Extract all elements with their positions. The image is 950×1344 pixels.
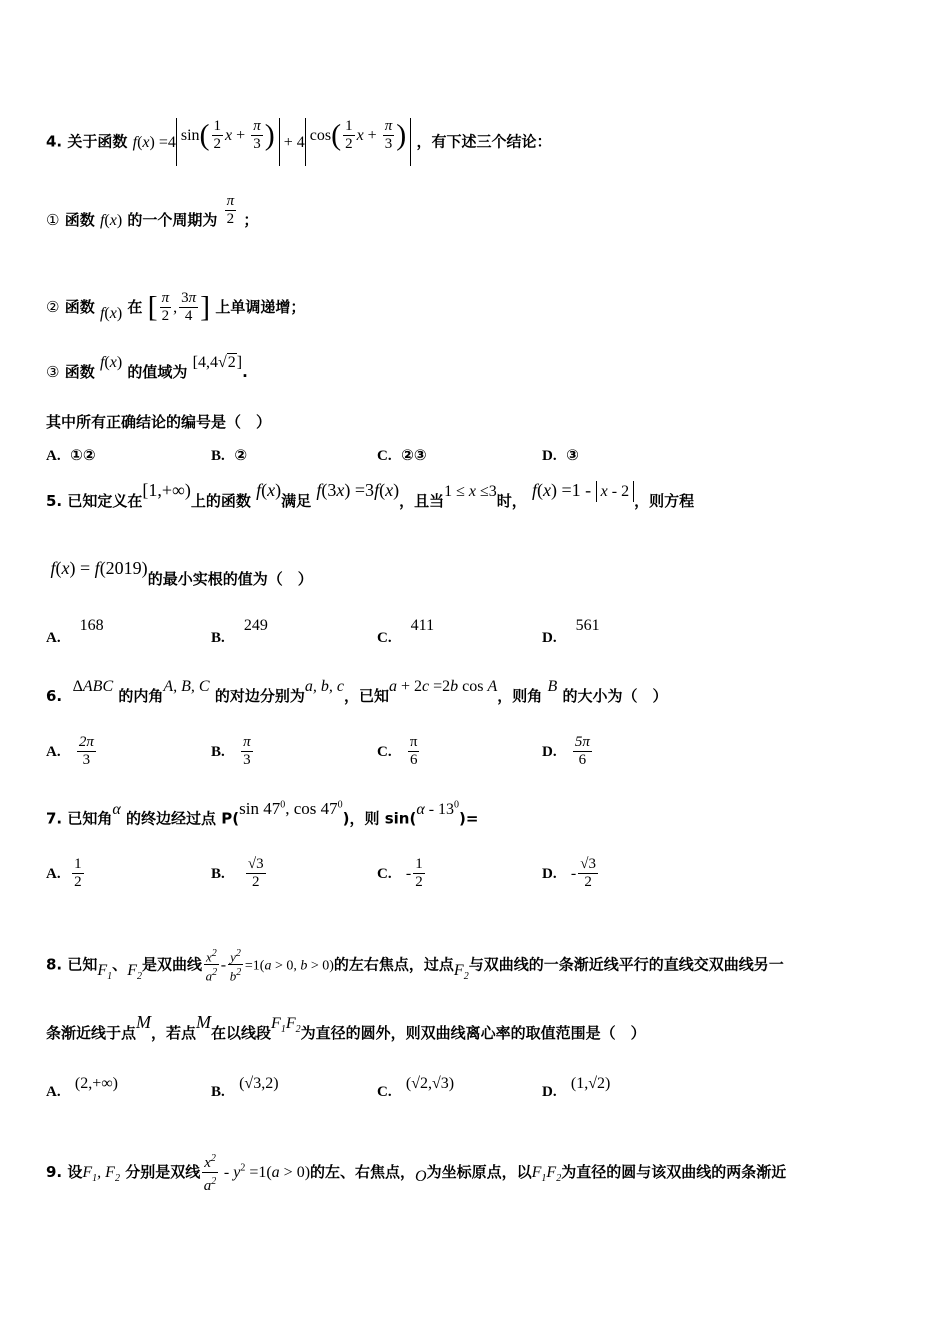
q7-option-a[interactable]: A. $\frac{1}{2}$ [46, 856, 82, 890]
q6-option-b[interactable]: B. $\frac{\pi}{3}$ [211, 734, 251, 768]
question-number: 5. [46, 492, 63, 510]
q4-question: 其中所有正确结论的编号是（ ） [46, 413, 272, 431]
q4-conclusion-1: ① 函数 f(x) 的一个周期为 $\frac{\pi}{2}$ ； [46, 193, 259, 229]
question-number: 6. [46, 687, 63, 705]
q4-conclusion-3: ③ 函数 f(x) 的值域为 [4,4√2]. [46, 354, 248, 381]
q4-option-a[interactable]: A. ①② [46, 446, 96, 464]
question-number: 9. [46, 1163, 63, 1181]
q5-stem-2: f(x) = f(2019)的最小实根的值为（ ） [46, 558, 313, 588]
q8-option-a[interactable]: A. (2,+∞) [46, 1075, 118, 1100]
question-number: 8. [46, 955, 63, 974]
q7-stem: 7. 已知角α 的终边经过点 P(sin $47^0$, $\cos 47^0$)，则 $\sin(\alpha - 13^0)=$ [46, 798, 479, 828]
q4-option-d[interactable]: D. ③ [542, 446, 579, 464]
q6-option-d[interactable]: D. $\frac{5\pi}{6}$ [542, 734, 590, 768]
q6-options [46, 734, 906, 768]
q5-option-d[interactable]: D. 561 [542, 617, 600, 646]
q7-option-d[interactable]: D. - $\frac{√3}{2}$ [542, 856, 596, 890]
question-number: 7. [46, 809, 63, 828]
q5-option-b[interactable]: B. 249 [211, 617, 268, 646]
q4-option-c[interactable]: C. ②③ [377, 446, 427, 464]
q8-option-c[interactable]: C. (√2,√3) [377, 1075, 455, 1100]
q4-conclusion-2: ② 函数 f(x) 在 [ $\frac{\pi}{2}$ , $\frac{3\pi}{4}$ ] 上单调递增； [46, 290, 306, 324]
q9-stem: 9. 设$F_1$, $F_2$ 分别是双线 $\frac{x^2}{a^2}$ - $y^2 =1(a > 0)$的左、右焦点，O为坐标原点，以$F_1F_2$为直径的圆与该双曲线的两条渐近 [46, 1150, 786, 1195]
q8-option-b[interactable]: B. (√3,2) [211, 1075, 279, 1100]
q8-option-d[interactable]: D. (1,√2) [542, 1075, 611, 1100]
q4-options [46, 446, 906, 476]
q7-option-b[interactable]: B. $\frac{√3}{2}$ [211, 856, 264, 890]
q5-stem: 5. 已知定义在[1,+∞)上的函数 f(x)满足 f(3x) =3f(x)，且当1 ≤ x ≤3时， f(x) =1 - x - 2，则方程 [46, 480, 695, 510]
q6-option-a[interactable]: A. $\frac{2\pi}{3}$ [46, 734, 94, 768]
q7-option-c[interactable]: C. - $\frac{1}{2}$ [377, 856, 423, 890]
q8-stem-2: 条渐近线于点M，若点M在以线段$F_1F_2$为直径的圆外，则双曲线离心率的取值范围是（ ） [46, 1012, 646, 1042]
q4-function-formula: f(x) =4 sin( $\frac{1}{2}$ x + $\frac{\pi}{3}$ ) + 4 cos( $\frac{1}{2}$ x + $\frac{\pi}{3}$ ) [133, 133, 417, 151]
q5-option-c[interactable]: C. 411 [377, 617, 435, 646]
q6-option-c[interactable]: C. $\frac{\pi}{6}$ [377, 734, 418, 768]
q5-options [46, 616, 906, 646]
q8-options [46, 1074, 906, 1104]
question-number: 4. [46, 132, 63, 151]
q7-options [46, 856, 906, 890]
q4-stem: 4. 关于函数 f(x) =4 sin( $\frac{1}{2}$ x + $\frac{\pi}{3}$ ) + 4 cos( $\frac{1}{2}$ x + $\frac{\pi}{3}$ ) ，有下述三个结论： [46, 118, 551, 166]
q6-stem: 6. ΔABC 的内角A, B, C 的对边分别为a, b, c，已知a + 2c =2b cos A，则角 B 的大小为（ ） [46, 678, 668, 705]
q4-option-b[interactable]: B. ② [211, 446, 248, 464]
q5-option-a[interactable]: A. 168 [46, 617, 104, 646]
q8-stem: 8. 已知$F_1$、$F_2$是双曲线 $\frac{x^2}{a^2}$ - $\frac{y^2}{b^2}$ =1(a > 0, b > 0)的左右焦点，过点$F_2$与双曲线的一条渐近线平行的直线交双曲线另一 [46, 948, 784, 984]
